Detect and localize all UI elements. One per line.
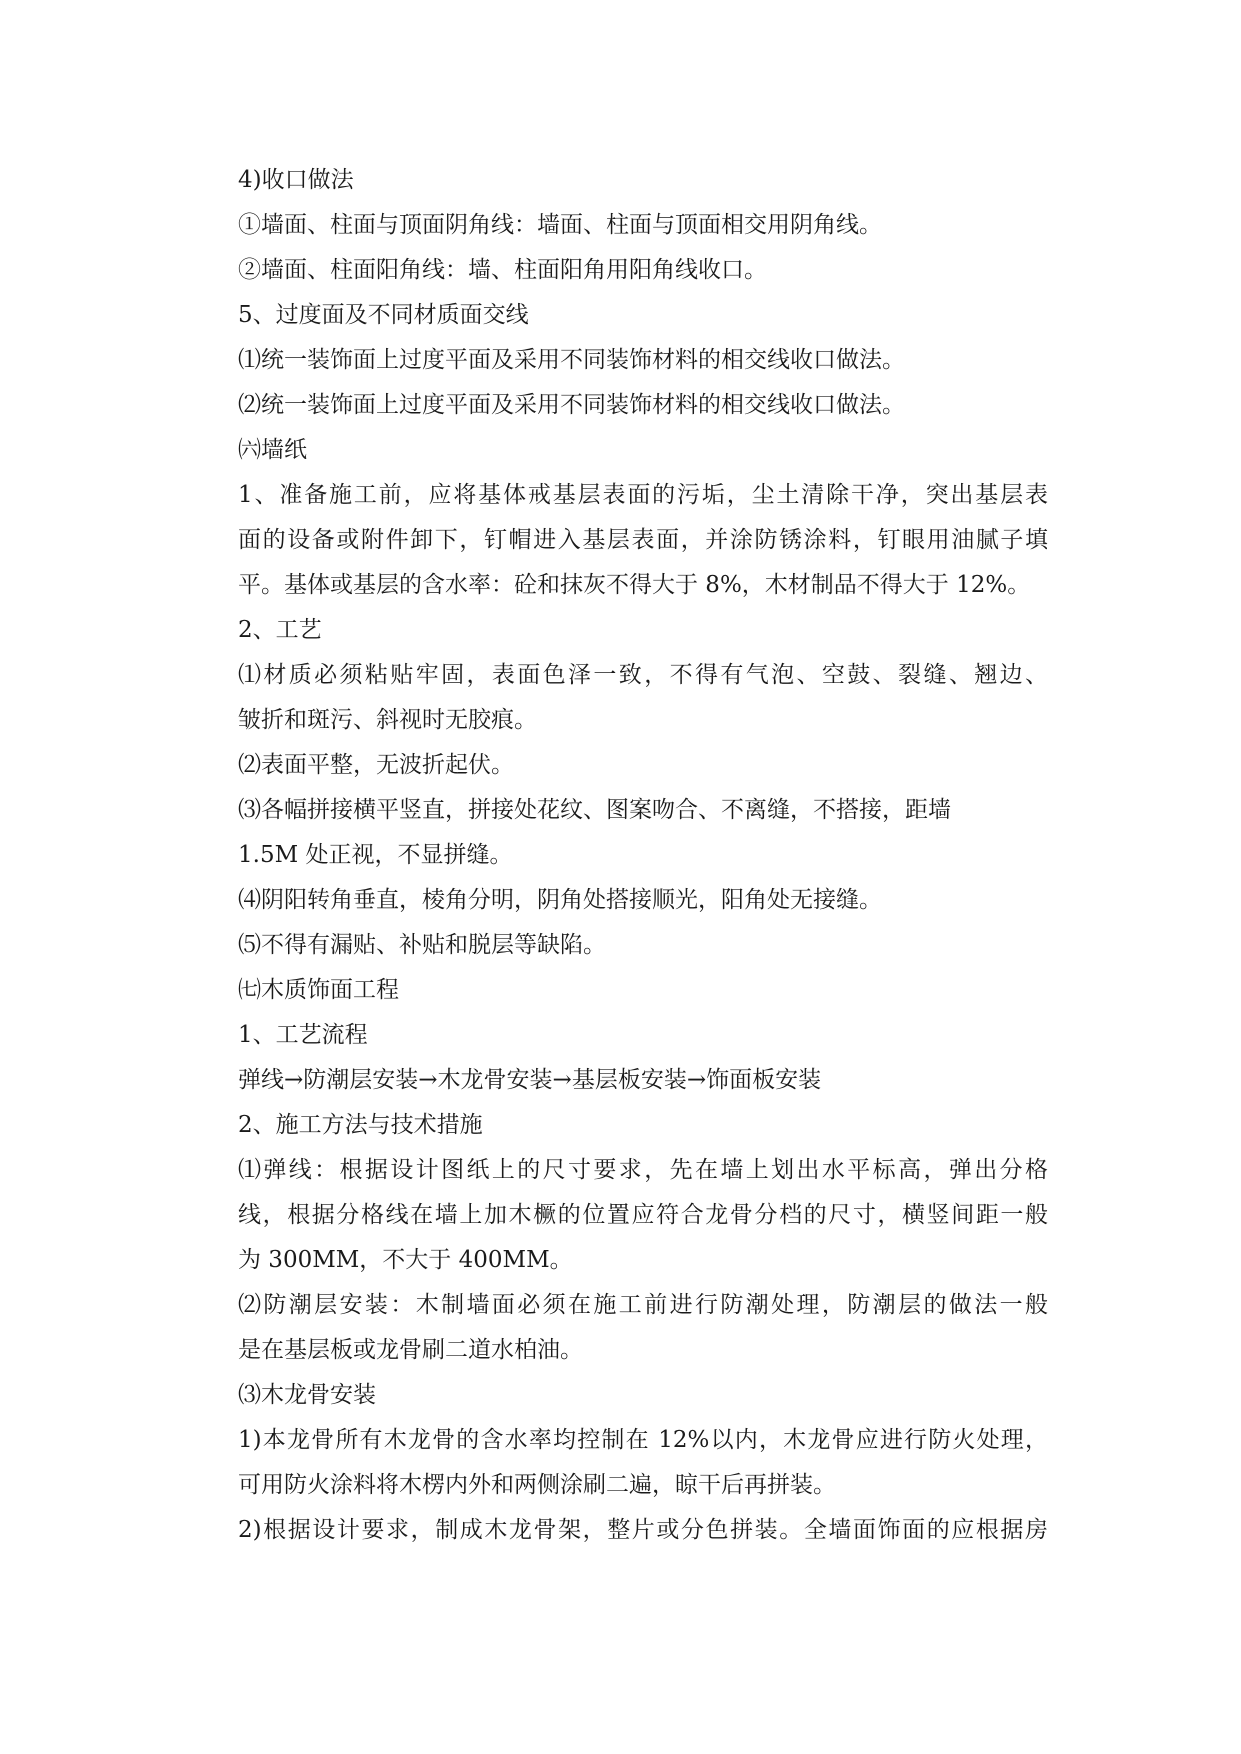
paragraph-line: 1)本龙骨所有木龙骨的含水率均控制在 12%以内，木龙骨应进行防火处理， — [238, 1427, 1048, 1453]
list-item: ⑵统一装饰面上过度平面及采用不同装饰材料的相交线收口做法。 — [238, 392, 905, 418]
section-heading: 5、过度面及不同材质面交线 — [238, 302, 529, 328]
list-item: ⑷阴阳转角垂直，棱角分明，阴角处搭接顺光，阳角处无接缝。 — [238, 887, 882, 913]
paragraph-line: 2)根据设计要求，制成木龙骨架，整片或分色拼装。全墙面饰面的应根据房 — [238, 1517, 1048, 1543]
paragraph-line: 平。基体或基层的含水率：砼和抹灰不得大于 8%，木材制品不得大于 12%。 — [238, 572, 1031, 598]
paragraph-line: ⑴弹线：根据设计图纸上的尺寸要求，先在墙上划出水平标高，弹出分格 — [238, 1157, 1048, 1183]
paragraph-line: 是在基层板或龙骨刷二道水柏油。 — [238, 1337, 583, 1363]
paragraph-line: ⑶各幅拼接横平竖直，拼接处花纹、图案吻合、不离缝，不搭接，距墙 — [238, 797, 951, 823]
process-flow: 弹线→防潮层安装→木龙骨安装→基层板安装→饰面板安装 — [238, 1067, 822, 1093]
paragraph-line: 为 300MM，不大于 400MM。 — [238, 1247, 573, 1273]
document-body — [238, 158, 1048, 1553]
paragraph-line: 可用防火涂料将木楞内外和两侧涂刷二遍，晾干后再拼装。 — [238, 1472, 836, 1498]
paragraph-line: ⑴材质必须粘贴牢固，表面色泽一致，不得有气泡、空鼓、裂缝、翘边、 — [238, 662, 1048, 688]
chapter-heading-wood-finish: ㈦木质饰面工程 — [238, 977, 399, 1003]
paragraph-line: 皱折和斑污、斜视时无胶痕。 — [238, 707, 537, 733]
section-heading: 2、工艺 — [238, 617, 322, 643]
subheading-closing-method: 4)收口做法 — [238, 167, 354, 193]
paragraph-line: 1.5M 处正视，不显拼缝。 — [238, 842, 513, 868]
paragraph-line: 线，根据分格线在墙上加木橛的位置应符合龙骨分档的尺寸，横竖间距一般 — [238, 1202, 1048, 1228]
chapter-heading-wallpaper: ㈥墙纸 — [238, 437, 307, 463]
list-item: ②墙面、柱面阳角线：墙、柱面阳角用阳角线收口。 — [238, 257, 767, 283]
list-item: ⑵表面平整，无波折起伏。 — [238, 752, 514, 778]
section-heading: 1、工艺流程 — [238, 1022, 368, 1048]
subheading-wood-keel: ⑶木龙骨安装 — [238, 1382, 376, 1408]
paragraph-line: 面的设备或附件卸下，钉帽进入基层表面，并涂防锈涂料，钉眼用油腻子填 — [238, 527, 1048, 553]
list-item: ⑴统一装饰面上过度平面及采用不同装饰材料的相交线收口做法。 — [238, 347, 905, 373]
list-item: ①墙面、柱面与顶面阴角线：墙面、柱面与顶面相交用阴角线。 — [238, 212, 882, 238]
paragraph-line: ⑵防潮层安装：木制墙面必须在施工前进行防潮处理，防潮层的做法一般 — [238, 1292, 1048, 1318]
section-heading: 2、施工方法与技术措施 — [238, 1112, 483, 1138]
list-item: ⑸不得有漏贴、补贴和脱层等缺陷。 — [238, 932, 606, 958]
paragraph-line: 1、准备施工前，应将基体戒基层表面的污垢，尘土清除干净，突出基层表 — [238, 482, 1048, 508]
